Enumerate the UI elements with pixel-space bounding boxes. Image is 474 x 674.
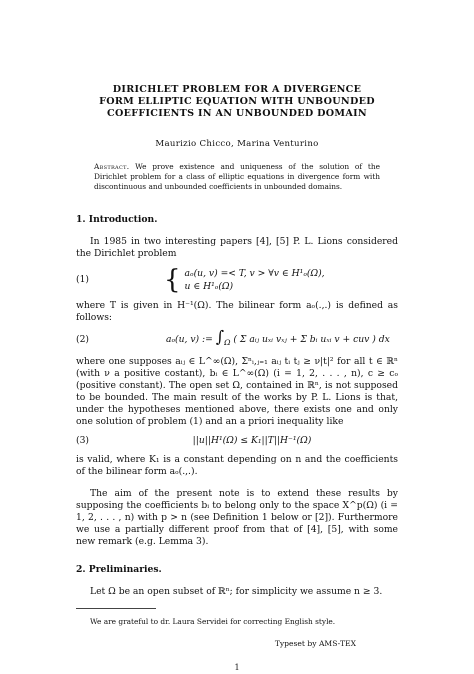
- intro-paragraph-4: is valid, where K₁ is a constant depending on n and the coefficients of the bilinear form aₒ(.,.).: [76, 453, 398, 477]
- integral-symbol: ∫: [215, 327, 225, 346]
- equation-1-line-1: aₒ(u, v) =< T, v > ∀v ∈ H¹ₒ(Ω),: [184, 268, 325, 279]
- footnote-rule: [76, 608, 156, 613]
- abstract-label: Abstract.: [94, 162, 130, 171]
- equation-3: [76, 435, 398, 447]
- section-2-title: 2. Preliminaries.: [76, 563, 162, 575]
- equation-2-number: (2): [76, 333, 90, 345]
- equation-1-line-2: u ∈ H¹ₒ(Ω): [184, 281, 234, 292]
- equation-1: [76, 267, 398, 293]
- equation-1-number: (1): [76, 274, 90, 285]
- abstract: [94, 162, 380, 192]
- typeset-credit: Typeset by AMS-TEX: [274, 638, 356, 648]
- intro-paragraph-3: where one supposes aᵢⱼ ∈ L^∞(Ω), Σⁿᵢ,ⱼ₌₁ aᵢⱼ tᵢ tⱼ ≥ ν|t|² for all t ∈ ℝⁿ (with ν a positive costant), bᵢ ∈ L^∞(Ω) (i = 1, 2, . . . , n), c ≥ cₒ (positive constant). The open set Ω, contained in ℝⁿ, is not supposed to be bounded. The main result of the works by P. L. Lions is that, under the hypotheses mentioned above, there exists one and only one solution of problem (1) and an a priori inequality like: [76, 355, 398, 427]
- abstract-text: We prove existence and uniqueness of the solution of the Dirichlet problem for a class of elliptic equations in divergence form with discontinuous and unbounded coefficients in unbounded domains.: [94, 162, 380, 191]
- page-number: 1: [234, 662, 240, 672]
- intro-paragraph-2: where T is given in H⁻¹(Ω). The bilinear form aₒ(.,.) is defined as follows:: [76, 300, 398, 323]
- equation-2-body: ( Σ aᵢⱼ uₓᵢ vₓⱼ + Σ bᵢ uₓᵢ v + cuv ) dx: [233, 334, 390, 345]
- footnote-text: We are grateful to dr. Laura Servidei for correcting English style.: [90, 616, 336, 626]
- paper-title: [76, 84, 398, 120]
- intro-paragraph-5: The aim of the present note is to extend these results by supposing the coefficients bᵢ to belong only to the space X^p(Ω) (i = 1, 2, . . . , n) with p > n (see Definition 1 below or [2]). Furthermore we use a partially different proof from that of [4], [5], with some new remark (e.g. Lemma 3).: [76, 487, 398, 547]
- equation-3-body: ||u||H¹(Ω) ≤ K₁||T||H⁻¹(Ω): [192, 434, 312, 446]
- brace-symbol: {: [164, 265, 181, 295]
- title-line-1: DIRICHLET PROBLEM FOR A DIVERGENCE: [112, 84, 362, 95]
- section-1-title: 1. Introduction.: [76, 214, 158, 225]
- title-line-2: FORM ELLIPTIC EQUATION WITH UNBOUNDED: [99, 96, 375, 107]
- equation-2-lhs: aₒ(u, v) :=: [166, 334, 213, 345]
- intro-paragraph-1: In 1985 in two interesting papers [4], [5] P. L. Lions considered the Dirichlet problem: [76, 236, 398, 259]
- equation-3-number: (3): [76, 434, 90, 446]
- equation-2: (2) aₒ(u, v) := $\int_\Omega$ ( Σ aᵢⱼ uₓᵢ vₓⱼ + Σ bᵢ uₓᵢ v + cuv ) dx: [76, 327, 390, 347]
- title-line-3: COEFFICIENTS IN AN UNBOUNDED DOMAIN: [107, 108, 367, 119]
- prelim-paragraph-1: Let Ω be an open subset of ℝⁿ; for simplicity we assume n ≥ 3.: [90, 585, 383, 597]
- paper-authors: Maurizio Chicco, Marina Venturino: [155, 139, 319, 149]
